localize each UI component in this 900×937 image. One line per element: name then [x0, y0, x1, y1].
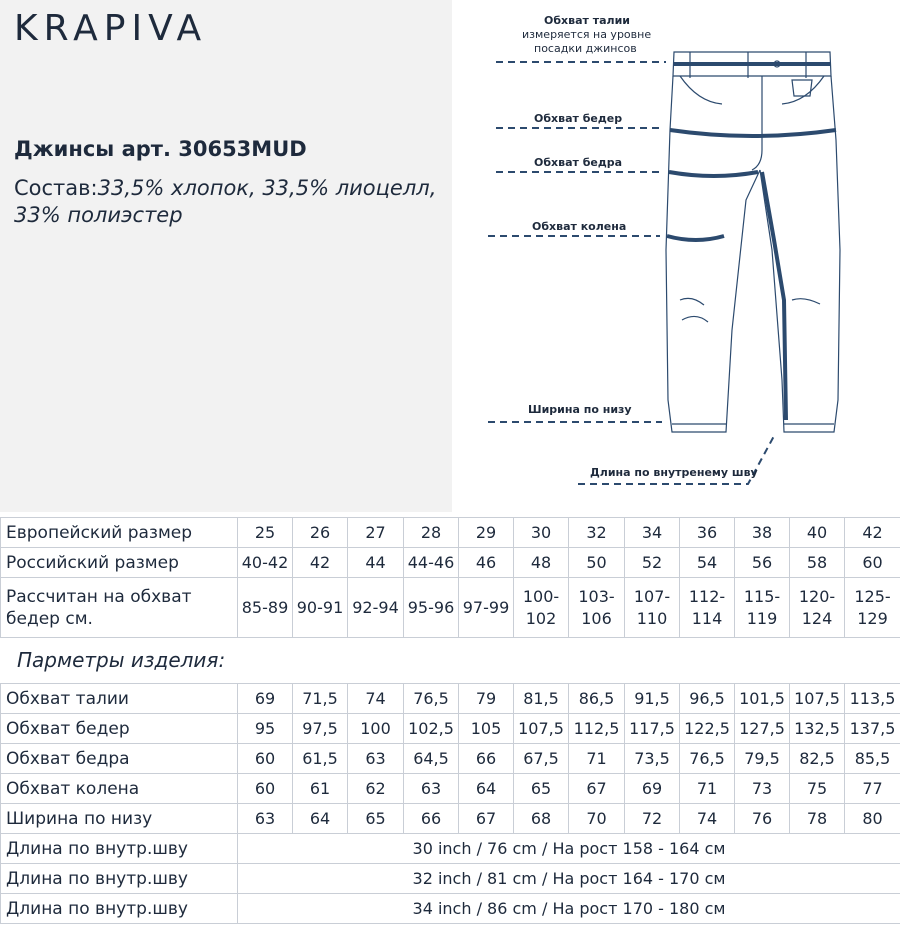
size-cell: 26 [293, 518, 348, 548]
param-cell: 127,5 [735, 714, 790, 744]
inseam-row-label: Длина по внутр.шву [1, 864, 238, 894]
param-cell: 91,5 [625, 684, 680, 714]
param-cell: 65 [348, 804, 404, 834]
inseam-value: 30 inch / 76 cm / На рост 158 - 164 см [238, 834, 900, 864]
param-cell: 113,5 [845, 684, 900, 714]
param-cell: 64 [293, 804, 348, 834]
size-cell: 44-46 [404, 548, 459, 578]
waist-note-2: посадки джинсов [534, 42, 637, 55]
size-cell: 85-89 [238, 578, 293, 638]
param-cell: 66 [404, 804, 459, 834]
size-cell: 38 [735, 518, 790, 548]
param-row [1, 744, 900, 774]
size-cell: 25 [238, 518, 293, 548]
param-cell: 74 [680, 804, 735, 834]
param-cell: 82,5 [790, 744, 845, 774]
size-cell: 36 [680, 518, 735, 548]
param-cell: 60 [238, 774, 293, 804]
param-cell: 85,5 [845, 744, 900, 774]
size-cell: 125-129 [845, 578, 900, 638]
param-cell: 69 [238, 684, 293, 714]
size-cell: 48 [514, 548, 569, 578]
size-cell: 120-124 [790, 578, 845, 638]
size-cell: 95-96 [404, 578, 459, 638]
size-cell: 34 [625, 518, 680, 548]
param-cell: 79 [459, 684, 514, 714]
hem-width-label: Ширина по низу [528, 403, 632, 416]
param-row-label: Обхват бедер [1, 714, 238, 744]
param-cell: 76,5 [680, 744, 735, 774]
param-cell: 112,5 [569, 714, 625, 744]
jeans-measurement-diagram [452, 0, 900, 512]
inseam-row-label: Длина по внутр.шву [1, 834, 238, 864]
inseam-length-label: Длина по внутренему шву [590, 466, 758, 479]
param-cell: 75 [790, 774, 845, 804]
size-cell: 54 [680, 548, 735, 578]
param-cell: 70 [569, 804, 625, 834]
param-cell: 96,5 [680, 684, 735, 714]
param-cell: 73 [735, 774, 790, 804]
size-cell: 56 [735, 548, 790, 578]
product-title: Джинсы арт. 30653MUD [14, 137, 307, 161]
param-row [1, 804, 900, 834]
thigh-label: Обхват бедра [534, 156, 623, 169]
product-info-panel [0, 0, 452, 512]
jeans-illustration [452, 0, 900, 512]
param-cell: 61 [293, 774, 348, 804]
inseam-row-label: Длина по внутр.шву [1, 894, 238, 924]
param-cell: 76 [735, 804, 790, 834]
param-cell: 95 [238, 714, 293, 744]
param-cell: 97,5 [293, 714, 348, 744]
size-cell: 42 [845, 518, 900, 548]
param-cell: 117,5 [625, 714, 680, 744]
param-cell: 132,5 [790, 714, 845, 744]
param-cell: 102,5 [404, 714, 459, 744]
size-cell: 58 [790, 548, 845, 578]
inseam-value: 32 inch / 81 cm / На рост 164 - 170 см [238, 864, 900, 894]
inseam-value: 34 inch / 86 cm / На рост 170 - 180 см [238, 894, 900, 924]
param-cell: 61,5 [293, 744, 348, 774]
hips-label: Обхват бедер [534, 112, 623, 125]
size-row [1, 518, 900, 548]
param-row-label: Обхват колена [1, 774, 238, 804]
size-row-label: Европейский размер [1, 518, 238, 548]
param-cell: 71,5 [293, 684, 348, 714]
size-cell: 40 [790, 518, 845, 548]
param-cell: 71 [569, 744, 625, 774]
param-cell: 62 [348, 774, 404, 804]
size-cell: 103-106 [569, 578, 625, 638]
param-cell: 76,5 [404, 684, 459, 714]
size-cell: 40-42 [238, 548, 293, 578]
size-cell: 32 [569, 518, 625, 548]
param-cell: 77 [845, 774, 900, 804]
param-cell: 105 [459, 714, 514, 744]
composition-text: 33,5% хлопок, 33,5% лиоцелл, [97, 176, 437, 200]
size-cell: 107-110 [625, 578, 680, 638]
param-row [1, 774, 900, 804]
size-cell: 44 [348, 548, 404, 578]
param-cell: 79,5 [735, 744, 790, 774]
param-cell: 137,5 [845, 714, 900, 744]
size-row [1, 578, 900, 638]
param-cell: 69 [625, 774, 680, 804]
param-row-label: Обхват бедра [1, 744, 238, 774]
param-cell: 101,5 [735, 684, 790, 714]
product-composition [14, 175, 444, 229]
size-cell: 28 [404, 518, 459, 548]
param-cell: 107,5 [514, 714, 569, 744]
param-cell: 73,5 [625, 744, 680, 774]
brand-logo: KRAPIVA [14, 8, 208, 49]
param-cell: 74 [348, 684, 404, 714]
size-cell: 30 [514, 518, 569, 548]
size-row [1, 548, 900, 578]
param-cell: 100 [348, 714, 404, 744]
size-row-label: Рассчитан на обхват бедер см. [1, 578, 238, 638]
param-cell: 64 [459, 774, 514, 804]
param-cell: 64,5 [404, 744, 459, 774]
param-cell: 63 [404, 774, 459, 804]
inseam-row [1, 864, 900, 894]
param-cell: 63 [348, 744, 404, 774]
param-cell: 122,5 [680, 714, 735, 744]
composition-text-2: 33% полиэстер [14, 203, 183, 227]
size-cell: 27 [348, 518, 404, 548]
params-title: Парметры изделия: [17, 648, 226, 672]
size-cell: 42 [293, 548, 348, 578]
param-cell: 67,5 [514, 744, 569, 774]
param-cell: 67 [569, 774, 625, 804]
knee-label: Обхват колена [532, 220, 627, 233]
product-params-table [0, 683, 900, 924]
size-cell: 92-94 [348, 578, 404, 638]
size-cell: 115-119 [735, 578, 790, 638]
param-cell: 68 [514, 804, 569, 834]
inseam-row [1, 834, 900, 864]
param-cell: 78 [790, 804, 845, 834]
size-cell: 60 [845, 548, 900, 578]
size-cell: 50 [569, 548, 625, 578]
param-cell: 81,5 [514, 684, 569, 714]
param-row [1, 684, 900, 714]
param-row-label: Ширина по низу [1, 804, 238, 834]
size-cell: 97-99 [459, 578, 514, 638]
composition-label: Состав: [14, 176, 98, 200]
param-cell: 66 [459, 744, 514, 774]
size-cell: 100-102 [514, 578, 569, 638]
waist-label: Обхват талии [544, 14, 630, 27]
param-row-label: Обхват талии [1, 684, 238, 714]
param-cell: 65 [514, 774, 569, 804]
param-cell: 107,5 [790, 684, 845, 714]
param-row [1, 714, 900, 744]
param-cell: 72 [625, 804, 680, 834]
size-cell: 52 [625, 548, 680, 578]
param-cell: 63 [238, 804, 293, 834]
size-cell: 46 [459, 548, 514, 578]
waist-note-1: измеряется на уровне [522, 28, 652, 41]
param-cell: 60 [238, 744, 293, 774]
size-cell: 90-91 [293, 578, 348, 638]
param-cell: 67 [459, 804, 514, 834]
size-table [0, 517, 900, 638]
size-row-label: Российский размер [1, 548, 238, 578]
size-cell: 112-114 [680, 578, 735, 638]
param-cell: 71 [680, 774, 735, 804]
param-cell: 80 [845, 804, 900, 834]
inseam-row [1, 894, 900, 924]
param-cell: 86,5 [569, 684, 625, 714]
size-cell: 29 [459, 518, 514, 548]
